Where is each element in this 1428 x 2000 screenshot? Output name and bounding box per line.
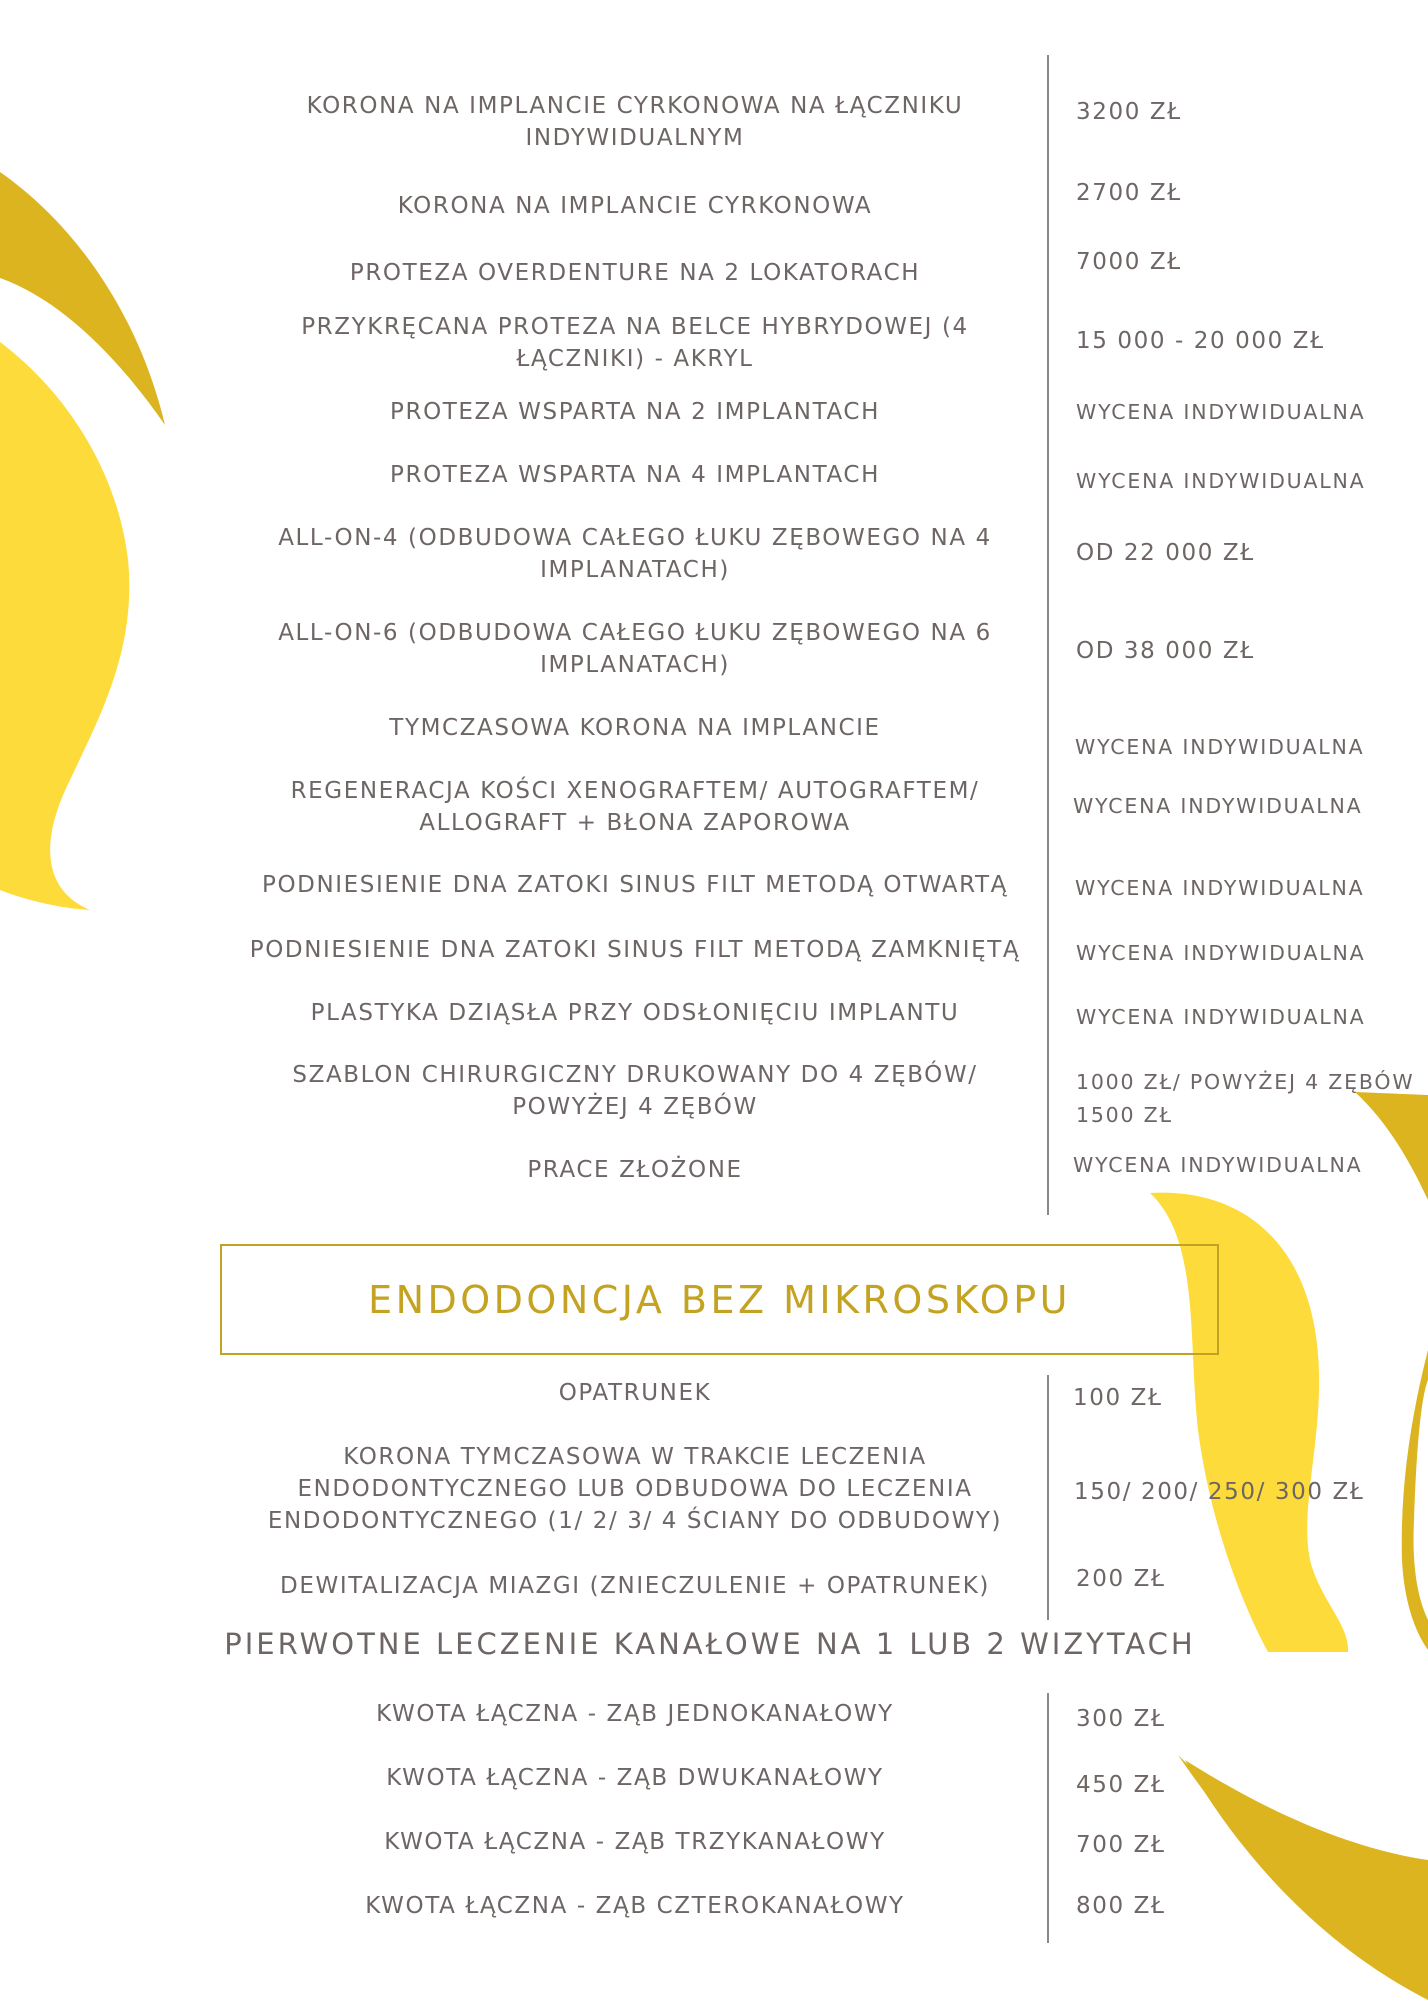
list-item-name: PROTEZA WSPARTA NA 2 IMPLANTACH bbox=[390, 399, 880, 425]
list-item-name: KORONA TYMCZASOWA W TRAKCIE LECZENIA ENDODONTYCZNEGO LUB ODBUDOWA DO LECZENIA ENDODONTYCZNEGO (1/ 2/ 3/ 4 ŚCIANY DO ODBUDOWY) bbox=[267, 1444, 1003, 1534]
swirl-left-light bbox=[0, 342, 129, 910]
list-item-price: 800 ZŁ bbox=[1076, 1893, 1166, 1919]
list-item-name: PODNIESIENIE DNA ZATOKI SINUS FILT METODĄ OTWARTĄ bbox=[261, 872, 1009, 898]
list-item-price: 1000 ZŁ/ POWYŻEJ 4 ZĘBÓW 1500 ZŁ bbox=[1076, 1070, 1415, 1127]
list-item-name: KORONA NA IMPLANCIE CYRKONOWA bbox=[397, 193, 873, 219]
list-item-price: WYCENA INDYWIDUALNA bbox=[1075, 735, 1365, 759]
list-item-name: TYMCZASOWA KORONA NA IMPLANCIE bbox=[389, 715, 881, 741]
list-item-name: PROTEZA WSPARTA NA 4 IMPLANTACH bbox=[390, 462, 880, 488]
list-item-price: WYCENA INDYWIDUALNA bbox=[1076, 400, 1366, 424]
list-item-price: WYCENA INDYWIDUALNA bbox=[1076, 469, 1366, 493]
list-item-price: WYCENA INDYWIDUALNA bbox=[1073, 794, 1363, 818]
swirl-right-dark-mid bbox=[1402, 1350, 1428, 1650]
list-item-price: WYCENA INDYWIDUALNA bbox=[1076, 941, 1366, 965]
list-item-price: OD 38 000 ZŁ bbox=[1076, 638, 1255, 664]
list-item-name: OPATRUNEK bbox=[558, 1380, 712, 1406]
list-item-price: 300 ZŁ bbox=[1076, 1706, 1166, 1732]
list-item-price: WYCENA INDYWIDUALNA bbox=[1076, 1005, 1366, 1029]
subheading: PIERWOTNE LECZENIE KANAŁOWE NA 1 LUB 2 WIZYTACH bbox=[224, 1627, 1196, 1661]
list-item-name: SZABLON CHIRURGICZNY DRUKOWANY DO 4 ZĘBÓW/ POWYŻEJ 4 ZĘBÓW bbox=[292, 1062, 978, 1120]
list-item-price: OD 22 000 ZŁ bbox=[1076, 540, 1255, 566]
list-item-name: KWOTA ŁĄCZNA - ZĄB CZTEROKANAŁOWY bbox=[365, 1893, 905, 1919]
divider-implants bbox=[1047, 55, 1049, 1215]
swirl-bottom-right-fill bbox=[1185, 1760, 1428, 2000]
list-item-name: KWOTA ŁĄCZNA - ZĄB TRZYKANAŁOWY bbox=[384, 1829, 886, 1855]
section-title: ENDODONCJA BEZ MIKROSKOPU bbox=[368, 1277, 1071, 1322]
list-item-price: 150/ 200/ 250/ 300 ZŁ bbox=[1074, 1479, 1365, 1505]
list-item-name: PRACE ZŁOŻONE bbox=[527, 1157, 743, 1183]
list-item-name: PODNIESIENIE DNA ZATOKI SINUS FILT METODĄ ZAMKNIĘTĄ bbox=[249, 937, 1021, 963]
list-item-price: 7000 ZŁ bbox=[1076, 249, 1182, 275]
list-item-name: REGENERACJA KOŚCI XENOGRAFTEM/ AUTOGRAFTEM/ ALLOGRAFT + BŁONA ZAPOROWA bbox=[290, 778, 980, 836]
list-item-name: KWOTA ŁĄCZNA - ZĄB JEDNOKANAŁOWY bbox=[376, 1701, 894, 1727]
list-item-name: PLASTYKA DZIĄSŁA PRZY ODSŁONIĘCIU IMPLANTU bbox=[310, 1000, 960, 1026]
list-item-price: 100 ZŁ bbox=[1073, 1385, 1163, 1411]
section-header-box bbox=[220, 1244, 1219, 1355]
list-item-price: 450 ZŁ bbox=[1076, 1772, 1166, 1798]
list-item-price: WYCENA INDYWIDUALNA bbox=[1075, 876, 1365, 900]
list-item-name: KORONA NA IMPLANCIE CYRKONOWA NA ŁĄCZNIKU INDYWIDUALNYM bbox=[306, 93, 964, 151]
list-item-name: PROTEZA OVERDENTURE NA 2 LOKATORACH bbox=[349, 260, 921, 286]
list-item-name: KWOTA ŁĄCZNA - ZĄB DWUKANAŁOWY bbox=[386, 1765, 884, 1791]
list-item-price: 2700 ZŁ bbox=[1076, 180, 1182, 206]
list-item-price: WYCENA INDYWIDUALNA bbox=[1073, 1153, 1363, 1177]
list-item-name: PRZYKRĘCANA PROTEZA NA BELCE HYBRYDOWEJ (4 ŁĄCZNIKI) - AKRYL bbox=[301, 314, 969, 372]
list-item-name: ALL-ON-4 (ODBUDOWA CAŁEGO ŁUKU ZĘBOWEGO NA 4 IMPLANATACH) bbox=[278, 525, 992, 583]
list-item-price: 700 ZŁ bbox=[1076, 1832, 1166, 1858]
list-item-price: 200 ZŁ bbox=[1076, 1566, 1166, 1592]
list-item-price: 3200 ZŁ bbox=[1076, 99, 1182, 125]
list-item-name: DEWITALIZACJA MIAZGI (ZNIECZULENIE + OPATRUNEK) bbox=[280, 1573, 990, 1599]
list-item-name: ALL-ON-6 (ODBUDOWA CAŁEGO ŁUKU ZĘBOWEGO NA 6 IMPLANATACH) bbox=[278, 620, 992, 678]
list-item-price: 15 000 - 20 000 ZŁ bbox=[1076, 328, 1325, 354]
